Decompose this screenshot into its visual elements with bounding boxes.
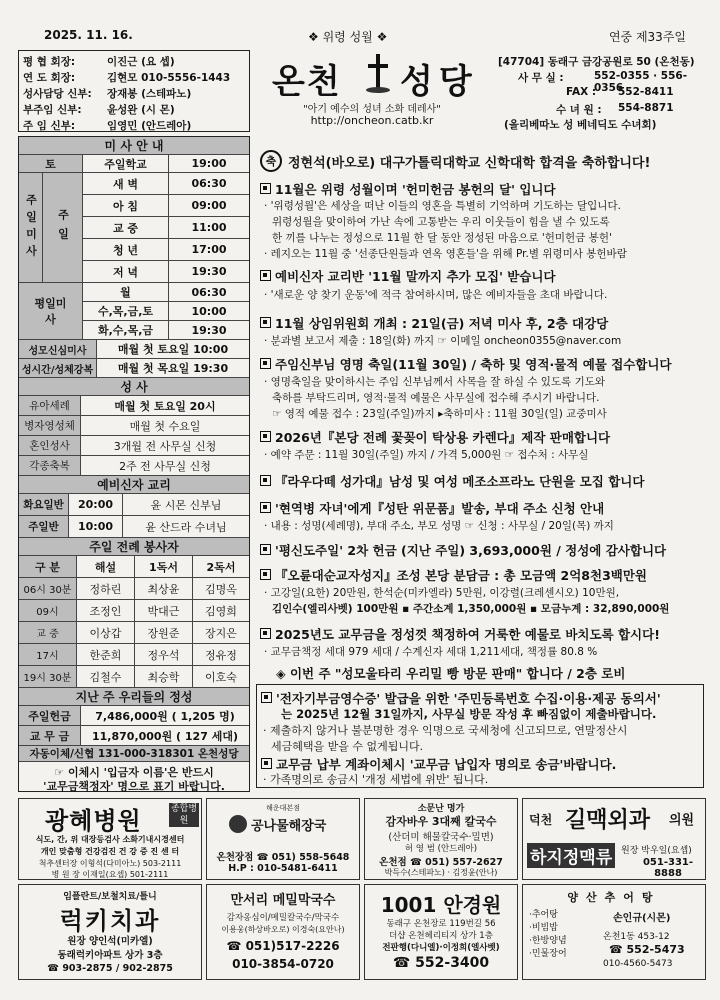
special-mass-rows	[19, 340, 249, 378]
table-row	[83, 283, 249, 302]
table-row	[83, 321, 249, 340]
weekday-time: 06:30	[191, 285, 227, 299]
news-4-line-c: ☞ 영적 예물 접수 : 23일(주일)까지 ▸축하미사 : 11월 30일(일) 교중미사	[272, 408, 607, 420]
server-name: 장지은	[205, 626, 237, 640]
ad-5-line-1: 감자옹심이/메밀칼국수/막국수	[226, 913, 340, 923]
ad-1001-optical	[364, 884, 518, 980]
officer-name: 장재봉 (스테파노)	[107, 88, 192, 100]
catechumen-teacher: 윤 시몬 신부님	[150, 498, 222, 512]
news-8-text: '평신도주일' 2차 헌금 (지난 주일) 3,693,000원 / 정성에 감사합니다	[275, 543, 667, 558]
officer-name: 이진근 (요 셉)	[107, 56, 175, 68]
ad-3-line-3: 051-331-8888	[642, 857, 694, 879]
address: [47704] 동래구 금강공원로 50 (온천동)	[498, 56, 695, 68]
news-1-line-b: 위령성월을 맞이하여 가난 속에 고통받는 우리 이웃들이 힘을 낼 수 있도록	[272, 216, 610, 228]
sunday-mass-name: 청 년	[83, 239, 169, 260]
sacrament-value: 2주 전 사무실 신청	[119, 459, 211, 473]
sunday-rows	[83, 173, 249, 283]
square-bullet-icon	[260, 475, 271, 486]
tax-notice-box	[256, 684, 704, 788]
officer-role: 연 도 회장:	[23, 72, 76, 84]
server-name: 정유정	[205, 648, 237, 662]
contact-box	[496, 50, 704, 132]
ad-5-line-4: 010-3854-0720	[232, 957, 334, 971]
special-mass-value: 매월 첫 토요일 10:00	[117, 343, 229, 356]
table-row	[19, 706, 249, 726]
square-bullet-icon	[260, 431, 271, 442]
ad-lucky-dental	[18, 884, 202, 980]
ad-5-line-3: ☎ 051)517-2226	[226, 939, 340, 953]
ad-7-hp: 010-4560-5473	[603, 959, 673, 969]
top-header	[18, 28, 704, 46]
sacrament-name: 혼인성사	[19, 436, 81, 455]
servers-slot: 17시	[19, 644, 77, 665]
catechumen-rows	[19, 494, 249, 538]
sunday-mass-label: 주일미사	[19, 173, 43, 283]
news-10-line-a: · 교무금책정 세대 979 세대 / 수계신자 세대 1,211세대, 책정률 80.8 %	[264, 646, 598, 658]
servers-slot: 19시 30분	[19, 666, 77, 687]
office-label: 사 무 실 :	[518, 72, 564, 84]
officer-name: 김현모 010-5556-1443	[107, 72, 231, 84]
ad-7-menu-item: ·추어탕	[529, 910, 558, 920]
fax-number: 552-8411	[618, 86, 674, 98]
catechumen-time: 20:00	[69, 494, 123, 515]
officer-row	[23, 102, 175, 117]
news-6-text: 『라우다떼 성가대』남성 및 여성 메조소프라노 단원을 모집 합니다	[275, 474, 645, 489]
officer-row	[23, 118, 191, 133]
ad-1-line-1: 온천장점 ☎ 051) 558-5648	[216, 852, 350, 863]
office-phone: 552-0355 · 556-0356	[594, 70, 688, 94]
server-name: 정우석	[135, 644, 193, 665]
sunday-mass-time: 17:00	[191, 243, 227, 256]
officer-row	[23, 86, 191, 101]
ad-2-line-1: (산더미 해물칼국수·밀면)	[388, 832, 494, 843]
ad-5-name: 만서리 메밀막국수	[230, 893, 336, 908]
ad-7-menu-item: ·비빔밥	[529, 923, 558, 933]
news-column	[256, 136, 706, 792]
left-column	[18, 136, 250, 792]
server-name: 한준희	[77, 644, 135, 665]
sacrament-value: 3개월 전 사무실 신청	[113, 439, 217, 453]
table-row	[19, 516, 249, 538]
ad-7-owner: 손인규(시몬)	[613, 913, 671, 924]
square-bullet-icon	[261, 758, 272, 769]
table-row	[83, 302, 249, 321]
congrats-line	[260, 150, 650, 172]
sunday-label: 주일	[43, 173, 83, 283]
sunday-mass-name: 아 침	[83, 195, 169, 216]
news-7-title	[260, 499, 604, 517]
sunday-mass-name: 저 녁	[83, 261, 169, 282]
parish-title	[252, 50, 492, 132]
news-1-line-d: · 레지오는 11월 중 '선종단원들과 연옥 영혼들'을 위해 Pr.별 위령미사 봉헌바람	[264, 248, 627, 260]
transfer-note-2: '교무금책정자' 명으로 표기 바랍니다.	[43, 780, 225, 793]
ad-yangsan-chueotang	[522, 884, 706, 980]
servers-table	[19, 556, 249, 688]
ad-gamja-kalguksu	[364, 798, 518, 880]
ad-6-line-1: 동래구 온천장로 119번길 56	[386, 919, 496, 929]
servers-slot: 09시	[19, 600, 77, 621]
sacrament-name: 각종축복	[19, 456, 81, 475]
officer-role: 주 임 신부:	[23, 120, 76, 132]
server-name: 최승학	[135, 666, 193, 687]
sunday-mass-time: 19:30	[191, 265, 227, 278]
ad-0-line-1: 식도, 간, 위 대장등검사 소화기내시경센터	[35, 835, 185, 844]
officer-role: 부주임 신부:	[23, 104, 82, 116]
ad-kongnamul-haejangguk	[206, 798, 360, 880]
news-1-title	[260, 180, 556, 198]
ad-4-line-1: 원장 양인석(미카엘)	[67, 936, 153, 947]
sat-time: 19:00	[191, 157, 227, 170]
auto-transfer-account: 자동이체/신협 131-000-318301 온천성당	[19, 746, 249, 762]
server-name: 박대근	[135, 600, 193, 621]
square-bullet-icon	[260, 358, 271, 369]
sacrament-name: 병자영성체	[19, 416, 81, 435]
ad-6-line-3: 전판행(다니엘)·이정희(엘사벳)	[382, 943, 500, 953]
table-row	[19, 556, 249, 578]
sacrament-value: 매월 첫 수요일	[129, 419, 201, 433]
news-7-line-a: · 내용 : 성명(세례명), 부대 주소, 부모 성명 ☞ 신청 : 사무실 / 20일(목) 까지	[264, 520, 614, 532]
weekday-mass-label: 평일미사	[19, 283, 83, 340]
news-9-title	[260, 566, 647, 584]
news-1-line-a: · '위령성월'은 세상을 떠난 이들의 영혼을 특별히 기억하며 기도하는 달입니다.	[264, 200, 621, 212]
ad-3-name: 길맥외과	[565, 808, 651, 833]
ad-2-top: 소문난 명가	[417, 804, 465, 814]
ad-4-line-2: 동래럭키아파트 상가 3층	[57, 950, 163, 961]
special-mass-name: 성모신심미사	[19, 340, 97, 358]
weekday-time: 10:00	[191, 304, 227, 318]
news-5-line-a: · 예약 주문 : 11월 30일(주일) 까지 / 가격 5,000원 ☞ 접수처 : 사무실	[264, 449, 589, 461]
ad-6-name: 1001 안경원	[380, 893, 502, 917]
catechumen-time: 10:00	[69, 516, 123, 537]
news-1-line-c: 한 끼를 나누는 정성으로 11월 한 달 동안 정성된 마음으로 '헌미헌금 봉헌'	[272, 232, 612, 244]
offering-value: 7,486,000원 ( 1,205 명)	[95, 709, 235, 723]
ad-1-name: 공나물해장국	[251, 819, 327, 834]
ad-0-name: 광혜병원	[45, 807, 142, 835]
website-link[interactable]: http://oncheon.catb.kr	[310, 114, 434, 127]
bean-sprout-icon	[229, 815, 247, 833]
sacrament-name: 유아세례	[19, 396, 81, 415]
bread-sale-notice: ◈ 이번 주 "성모울타리 우리밀 빵 방문 판매" 합니다 / 2층 로비	[276, 666, 626, 681]
table-row	[19, 494, 249, 516]
servers-column-header: 1독서	[135, 556, 193, 577]
offering-value: 11,870,000원 ( 127 세대)	[92, 729, 238, 743]
fax-label: FAX :	[566, 86, 597, 98]
sunday-mass-time: 06:30	[191, 177, 227, 190]
congrats-text: 정현석(바오로) 대구가톨릭대학교 신학대학 합격을 축하합니다!	[288, 155, 651, 171]
news-10-title	[260, 625, 660, 643]
square-bullet-icon	[261, 692, 272, 703]
table-row	[83, 261, 249, 283]
ad-4-top: 임플란트/보철치료/틀니	[63, 892, 157, 902]
ad-3-line-2: 원장 박우일(요셉)	[621, 846, 692, 856]
ad-5-line-2: 이용웅(하상바오로) 이경숙(요안나)	[221, 925, 345, 934]
server-name: 조정인	[77, 600, 135, 621]
ad-3-top: 덕천	[529, 813, 553, 827]
servers-slot: 교 중	[19, 622, 77, 643]
catechumen-header: 예비신자 교리	[19, 476, 249, 494]
slogan: "아기 예수의 성녀 소화 데레사"	[303, 104, 441, 115]
month-theme: ❖ 위령 성월 ❖	[308, 30, 388, 44]
ad-0-tag: 종합병원	[170, 804, 198, 826]
ad-1-line-2: H.P : 010-5481-6411	[228, 863, 338, 874]
news-2-text: 예비신자 교리반 '11월 말까지 추가 모집' 받습니다	[275, 269, 556, 284]
box-1-text: '전자기부금영수증' 발급을 위한 '주민등록번호 수집·이용·제공 동의서'	[276, 691, 661, 706]
square-bullet-icon	[260, 544, 271, 555]
news-8-title	[260, 541, 666, 559]
ad-7-address: 온천1동 453-12	[603, 932, 670, 942]
catechumen-teacher: 윤 산드라 수녀님	[145, 520, 227, 534]
server-name: 이호숙	[205, 670, 237, 684]
sacrament-value: 매월 첫 토요일 20시	[114, 399, 216, 413]
ad-0-line-4: 병 원 장 이재일(요셉) 501-2111	[51, 870, 169, 879]
special-mass-value: 매월 첫 목요일 19:30	[117, 362, 229, 375]
officers-box	[18, 50, 250, 132]
news-4-title	[260, 355, 672, 373]
catechumen-day: 화요일반	[19, 494, 69, 515]
ad-4-name: 럭키치과	[59, 907, 161, 935]
server-name: 김영희	[205, 604, 237, 618]
ad-7-name: 양산추어탕	[567, 891, 661, 904]
table-row	[19, 600, 249, 622]
officer-role: 평 협 회장:	[23, 56, 76, 68]
box-1-title	[261, 689, 661, 707]
servers-column-header: 2독서	[206, 560, 236, 574]
special-mass-name: 성시간/성체강복	[19, 359, 97, 377]
table-row	[19, 396, 249, 416]
table-row	[19, 578, 249, 600]
sacraments-header: 성 사	[19, 378, 249, 396]
square-bullet-icon	[260, 270, 271, 281]
servers-column-header: 해설	[77, 556, 135, 577]
ad-7-menu	[529, 909, 567, 961]
sunday-mass-time: 09:00	[191, 199, 227, 212]
offering-name: 교 무 금	[19, 726, 81, 745]
ad-gilmaek-surgery	[522, 798, 706, 880]
weekday-day: 수,목,금,토	[83, 302, 169, 320]
box-1-line-b: · 제출하지 않거나 불분명한 경우 익명으로 국세청에 신고되므로, 연말정산시	[263, 724, 628, 737]
servers-header: 주일 전례 봉사자	[19, 538, 249, 556]
sunday-mass-time: 11:00	[191, 221, 227, 234]
ad-7-menu-item: ·민물장어	[529, 949, 567, 959]
ad-2-name: 감자바우 3대째 칼국수	[385, 815, 497, 828]
offering-rows	[19, 706, 249, 746]
convent-phone: 554-8871	[618, 102, 674, 114]
server-name: 최상윤	[135, 578, 193, 599]
ad-7-menu-item: ·한방양념	[529, 936, 567, 946]
weekday-rows	[83, 283, 249, 340]
sat-name: 주일학교	[83, 155, 169, 172]
news-3-line-a: · 분과별 보고서 제출 : 18일(화) 까지 ☞ 이메일 oncheon0355@naver.com	[264, 335, 622, 347]
sunday-mass-name: 교 중	[83, 217, 169, 238]
ad-0-line-2: 개인 맞춤형 건강검진 건 강 증 진 센 터	[40, 847, 180, 856]
news-7-text: '현역병 자녀'에게『성탄 위문품』발송, 부대 주소 신청 안내	[275, 501, 605, 516]
sunday-mass-name: 새 벽	[83, 173, 169, 194]
server-name: 장원준	[135, 622, 193, 643]
box-2-line-a: · 가족명의로 송금시 '개정 세법에 위반' 됩니다.	[263, 773, 489, 786]
ad-3-line-1: 하지정맥류	[527, 843, 615, 868]
table-row	[19, 666, 249, 688]
servers-column-header: 구 분	[19, 556, 77, 577]
table-row	[19, 622, 249, 644]
server-name: 김명옥	[205, 582, 237, 596]
server-name: 이상갑	[77, 622, 135, 643]
server-name: 정하린	[77, 578, 135, 599]
table-row	[83, 239, 249, 261]
news-9-text: 『오륜대순교자성지』조성 본당 분담금 : 총 모금액 2억8천3백만원	[275, 568, 648, 583]
news-4-text: 주임신부님 영명 축일(11월 30일) / 축하 및 영적·물적 예물 접수합니다	[275, 357, 672, 372]
date: 2025. 11. 16.	[44, 28, 133, 42]
table-row	[19, 359, 249, 378]
officer-name: 임영민 (안드레아)	[107, 120, 192, 132]
square-bullet-icon	[260, 317, 271, 328]
sacrament-rows	[19, 396, 249, 476]
ad-6-line-4: ☎ 552-3400	[392, 955, 490, 971]
news-10-text: 2025년도 교무금을 정성껏 책정하여 거룩한 예물로 바치도록 합시다!	[275, 627, 660, 642]
ad-2-line-4: 박득수(스테파노) · 김정윤(안나)	[384, 868, 498, 877]
table-row	[19, 644, 249, 666]
convent-name: (올리베따노 성 베네딕도 수녀회)	[504, 119, 657, 131]
table-row	[19, 456, 249, 476]
table-row	[19, 340, 249, 359]
table-row	[83, 173, 249, 195]
square-bullet-icon	[260, 569, 271, 580]
transfer-note-1: ☞ 이체시 '입금자 이름'은 반드시	[54, 766, 214, 779]
title-right: 성당	[400, 62, 478, 102]
ad-3-suffix: 의원	[669, 813, 695, 828]
liturgical-week: 연중 제33주일	[608, 30, 686, 44]
square-bullet-icon	[260, 628, 271, 639]
celebrate-icon: 축	[260, 150, 282, 172]
square-bullet-icon	[260, 502, 271, 513]
cross-icon	[364, 52, 392, 94]
ad-2-line-3: 온천점 ☎ 051) 557-2627	[379, 857, 503, 868]
box-1-line-c: 세금혜택을 받을 수 없게됩니다.	[271, 740, 424, 753]
servers-slot: 06시 30분	[19, 578, 77, 599]
box-2-text: 교무금 납부 계좌이체시 '교무금 납입자 명의로 송금'바랍니다.	[276, 757, 617, 772]
ad-4-line-3: ☎ 903-2875 / 902-2875	[47, 963, 173, 974]
offering-header: 지난 주 우리들의 정성	[19, 688, 249, 706]
ad-1-sub: 해운대본점	[266, 804, 300, 812]
ad-7-tel: ☎ 552-5473	[609, 943, 685, 956]
convent-label: 수 녀 원 :	[556, 104, 602, 116]
ad-0-line-3: 척추센터장 이형석(다미아노) 503-2111	[38, 859, 182, 868]
title-left: 온천	[272, 62, 342, 102]
news-6-title	[260, 472, 644, 490]
table-row	[19, 726, 249, 746]
officer-row	[23, 54, 175, 69]
ad-6-line-2: 더샵 온천헤리티지 상가 1층	[389, 931, 493, 941]
news-4-line-a: · 영명축일을 맞이하시는 주임 신부님께서 사목을 잘 하실 수 있도록 기도와	[264, 376, 606, 388]
table-row	[83, 217, 249, 239]
officer-name: 윤성완 (시 몬)	[107, 104, 175, 116]
news-2-line-a: · '새로운 양 찾기 운동'에 적극 참여하시며, 많은 예비자들을 초대 바랍니다.	[264, 289, 608, 301]
weekday-day: 화,수,목,금	[83, 321, 169, 339]
offering-name: 주일헌금	[19, 706, 81, 725]
table-row	[83, 195, 249, 217]
news-3-text: 11월 상임위원회 개최 : 21일(금) 저녁 미사 후, 2층 대강당	[275, 316, 609, 331]
weekday-time: 19:30	[191, 323, 227, 337]
news-3-title	[260, 314, 608, 332]
sat-day: 토	[19, 155, 83, 172]
ad-gwanghye-hospital	[18, 798, 202, 880]
table-row	[19, 436, 249, 456]
square-bullet-icon	[260, 183, 271, 194]
officer-row	[23, 70, 230, 85]
mass-header: 미 사 안 내	[19, 137, 249, 155]
table-row	[19, 416, 249, 436]
ad-2-line-2: 허 영 범 (안드레아)	[404, 844, 478, 854]
ad-manseori-makguksu	[206, 884, 360, 980]
news-9-line-a: · 고강일(요한) 20만원, 한석순(미카엘라) 5만원, 이강렬(크레센시오) 10만원,	[264, 587, 620, 599]
news-5-title	[260, 428, 610, 446]
news-4-line-b: 축하를 부탁드리며, 영적·물적 예물은 사무실에 접수해 주시기 바랍니다.	[272, 392, 600, 404]
news-5-text: 2026년『본당 전례 꽃꽂이 탁상용 카렌다』제작 판매합니다	[275, 430, 611, 445]
officer-role: 성사담당 신부:	[23, 88, 92, 100]
news-1-text: 11월은 위령 성월이며 '헌미헌금 봉헌의 달' 입니다	[275, 182, 556, 197]
news-2-title	[260, 267, 556, 285]
news-9-line-b: 김인수(엘리사벳) 100만원 ▪ 주간소계 1,350,000원 ▪ 모금누계 : 32,890,000원	[272, 603, 670, 615]
catechumen-day: 주일반	[19, 516, 69, 537]
sat-row	[19, 155, 249, 173]
box-1-line-a: 는 2025년 12월 31일까지, 사무실 방문 작성 후 빠짐없이 제출바랍니다.	[281, 707, 657, 721]
weekday-day: 월	[83, 283, 169, 301]
server-name: 김철수	[77, 666, 135, 687]
